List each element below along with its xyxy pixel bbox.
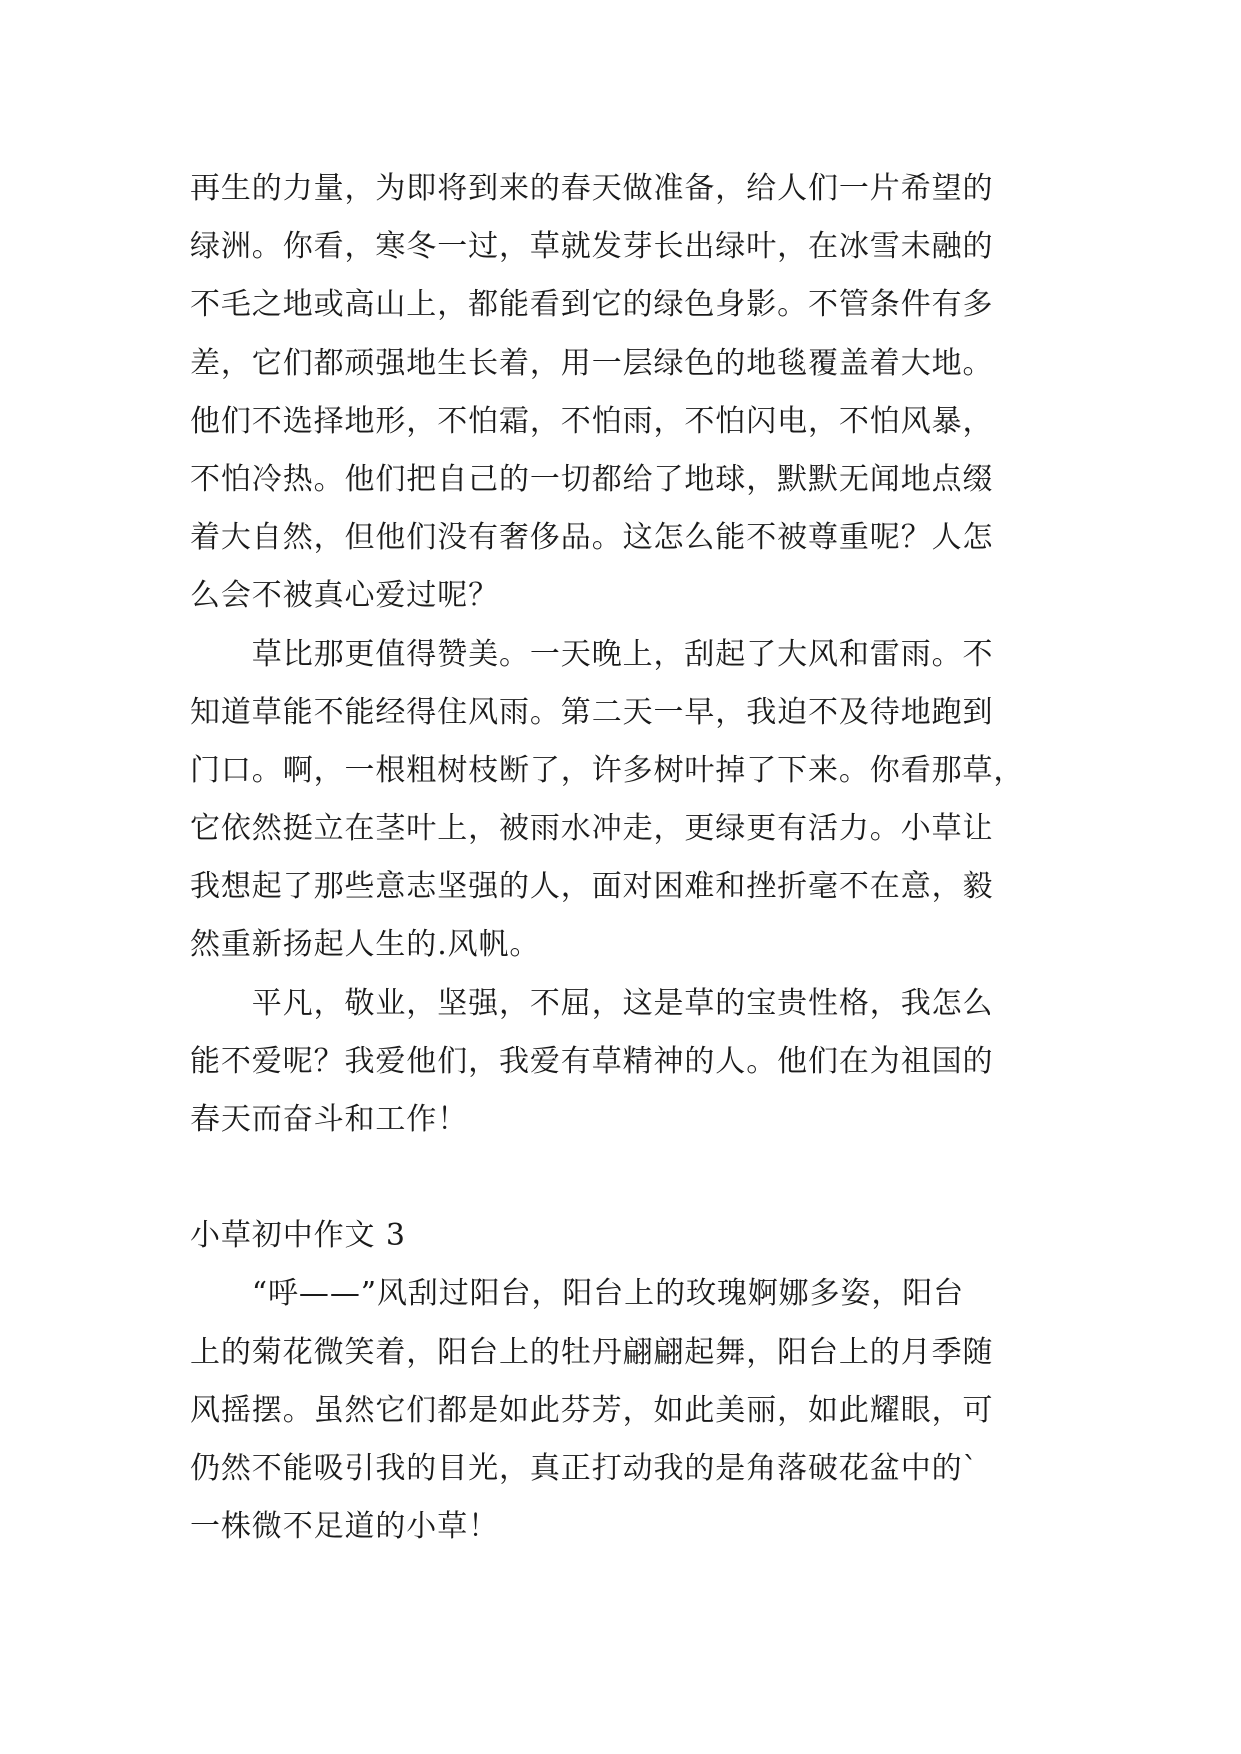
text-line: 草比那更值得赞美。一天晚上，刮起了大风和雷雨。不 <box>190 636 994 672</box>
text-line: 它依然挺立在茎叶上，被雨水冲走，更绿更有活力。小草让 <box>190 811 994 847</box>
text-line: 不怕冷热。他们把自己的一切都给了地球，默默无闻地点缀 <box>190 461 994 497</box>
paragraph <box>190 1265 1050 1556</box>
text-line: 知道草能不能经得住风雨。第二天一早，我迫不及待地跑到 <box>190 694 994 730</box>
text-line: 门口。啊，一根粗树枝断了，许多树叶掉了下来。你看那草， <box>190 752 1025 788</box>
paragraph <box>190 975 1050 1150</box>
text-line: “呼——”风刮过阳台，阳台上的玫瑰婀娜多姿，阳台 <box>190 1276 965 1312</box>
paragraph <box>190 626 1050 975</box>
text-line: 绿洲。你看，寒冬一过，草就发芽长出绿叶，在冰雪未融的 <box>190 229 994 265</box>
text-line: 再生的力量，为即将到来的春天做准备，给人们一片希望的 <box>190 171 994 206</box>
text-line: 上的菊花微笑着，阳台上的牡丹翩翩起舞，阳台上的月季随 <box>190 1334 994 1370</box>
text-line: 风摇摆。虽然它们都是如此芬芳，如此美丽，如此耀眼，可 <box>190 1392 994 1428</box>
text-line: 平凡，敬业，坚强，不屈，这是草的宝贵性格，我怎么 <box>190 985 994 1021</box>
text-line: 然重新扬起人生的.风帆。 <box>190 927 541 963</box>
text-line: 我想起了那些意志坚强的人，面对困难和挫折毫不在意，毅 <box>190 869 994 905</box>
section-title: 小草初中作文 3 <box>190 1218 406 1254</box>
text-line: 么会不被真心爱过呢？ <box>190 578 499 614</box>
paragraph-gap <box>190 1149 1050 1207</box>
text-line: 他们不选择地形，不怕霜，不怕雨，不怕闪电，不怕风暴， <box>190 403 994 439</box>
text-line: 仍然不能吸引我的目光，真正打动我的是角落破花盆中的` <box>190 1450 979 1486</box>
text-line: 着大自然，但他们没有奢侈品。这怎么能不被尊重呢？人怎 <box>190 520 994 556</box>
text-line: 差，它们都顽强地生长着，用一层绿色的地毯覆盖着大地。 <box>190 345 994 381</box>
text-line: 能不爱呢？我爱他们，我爱有草精神的人。他们在为祖国的 <box>190 1043 994 1079</box>
text-line: 一株微不足道的小草！ <box>190 1509 499 1545</box>
text-line: 春天而奋斗和工作！ <box>190 1102 469 1137</box>
paragraph <box>190 160 1050 626</box>
document-body <box>190 160 1050 1556</box>
text-line: 不毛之地或高山上，都能看到它的绿色身影。不管条件有多 <box>190 287 994 323</box>
